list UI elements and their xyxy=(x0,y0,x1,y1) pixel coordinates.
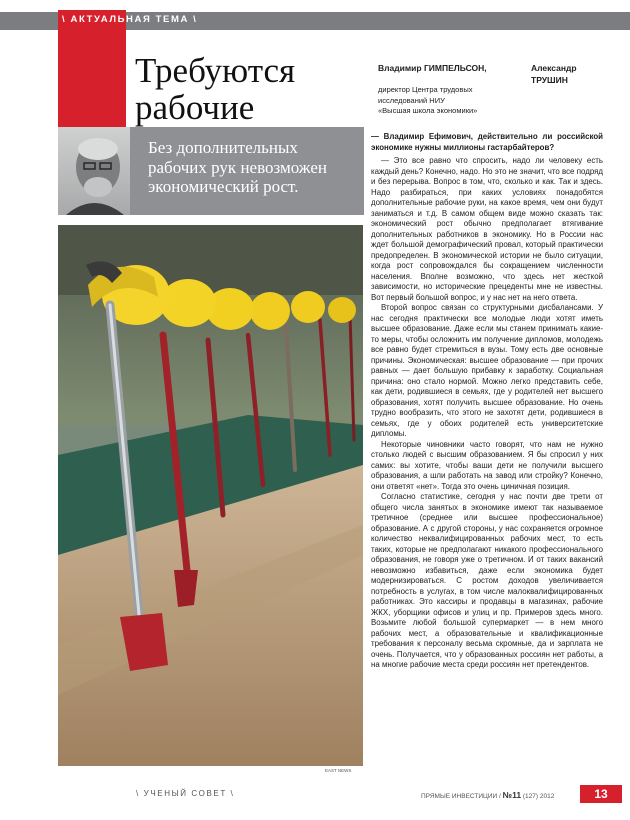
footer-magazine xyxy=(421,790,554,800)
photo-credit: EAST NEWS xyxy=(325,768,352,773)
author-gimpelson xyxy=(378,63,496,117)
article-paragraph: Второй вопрос связан со структурными дисбалансами. У нас сегодня практически все молодые люди хотят иметь высшее образование. Даже если мы станем принимать какие-то меры, чтобы осложнить им получение дипломов, молодежь все равно будет стремиться в вузы. Тому есть две основные причины. Экономическая: высшее образование — при прочих равных — дает большую прибавку к заработку. Социальная причина: оно стало нормой. Можно легко представить себе, как дети, родившиеся в семьях, где у родителей нет высшего образования, хотят получить высшее образование. Но очень трудно вообразить, что этого не захотят дети, родившиеся в семьях, где у обоих родителей есть университетские дипломы. xyxy=(371,303,603,438)
author-first-name: Александр xyxy=(531,63,577,73)
headline xyxy=(135,52,365,126)
article-body xyxy=(371,132,603,671)
author-role-line-2: исследований НИУ xyxy=(378,95,445,105)
magazine-name: ПРЯМЫЕ ИНВЕСТИЦИИ / xyxy=(421,793,501,800)
shovels-photo xyxy=(58,225,363,766)
article-paragraph: Некоторые чиновники часто говорят, что нам не нужно столько людей с высшим образованием. Я бы спросил у них самих: вы хотите, чтобы ваши дети не получили высшего образования, а шли работать на завод или стройку? Конечно, они ответят «нет». Тогда это очень циничная позиция. xyxy=(371,439,603,491)
author-trushin xyxy=(531,63,621,86)
author-role-line-3: «Высшая школа экономики» xyxy=(378,106,478,115)
author-last-name: ТРУШИН xyxy=(531,74,568,85)
author-portrait xyxy=(58,127,130,215)
issue-details: (127) 2012 xyxy=(522,793,555,800)
author-name: Владимир ГИМПЕЛЬСОН, xyxy=(378,63,487,73)
issue-number: №11 xyxy=(502,790,522,800)
article-paragraph: — Это все равно что спросить, надо ли человеку есть каждый день? Конечно, надо. Но это не значит, что все подряд и без перерыва. Вопрос в том, что, сколько и как. Так и здесь. Надо разбираться, при каких условиях понадобятся дополнительные рабочие руки, на какое время, чем они будут заниматься и т.д. В самом общем виде можно сказать так: экономический рост обычно предполагает втягивание дополнительных работников в экономику. Но в России нас ждет большой демографический провал, который практически предопределен. В экономической истории не было ситуации, когда рост сопровождался бы сокращением численности населения. Вполне возможно, что здесь нет жесткой зависимости, но исторические прецеденты мне не известны. Вот первый большой вопрос, и у нас нет на него ответа. xyxy=(371,156,603,302)
headline-line-1: Требуются xyxy=(135,51,296,90)
red-accent-block xyxy=(58,10,126,128)
headline-line-2: рабочие xyxy=(135,88,255,127)
interview-question: — Владимир Ефимович, действительно ли российской экономике нужны миллионы гастарбайтеров? xyxy=(371,132,603,152)
page-number: 13 xyxy=(580,785,622,803)
lead-text: Без дополнительных рабочих рук невозможен экономический рост. xyxy=(148,138,327,196)
article-paragraph: Согласно статистике, сегодня у нас почти две трети от общего числа занятых в экономике имеют так называемое третичное (среднее или высшее профессиональное) образование. А с другой стороны, у нас сохраняется огромное количество неквалифицированных рабочих мест, то есть таких, которые не предполагают никакого профессионального образования, не говоря уже о третичном. И от таких вакансий невозможно избавиться, даже если экономика будет модернизироваться. С ростом доходов увеличивается потребность в услугах, в том числе малоквалифицированных работниках. Это кассиры и продавцы в магазинах, рабочие ЖКХ, уборщики офисов и улиц и пр. Примеров здесь много. Возьмите любой большой супермаркет — в нем много рабочих мест, а образовательные и квалификационные требования к персоналу весьма скромные, да и зарплата не очень. Получается, что у образованных россиян нет работы, а на многие рабочие места среди россиян нет претендентов. xyxy=(371,492,603,669)
author-role-line-1: директор Центра трудовых xyxy=(378,85,473,94)
section-label: \ АКТУАЛЬНАЯ ТЕМА \ xyxy=(62,14,198,25)
footer-section-label: \ УЧЕНЫЙ СОВЕТ \ xyxy=(136,789,235,798)
